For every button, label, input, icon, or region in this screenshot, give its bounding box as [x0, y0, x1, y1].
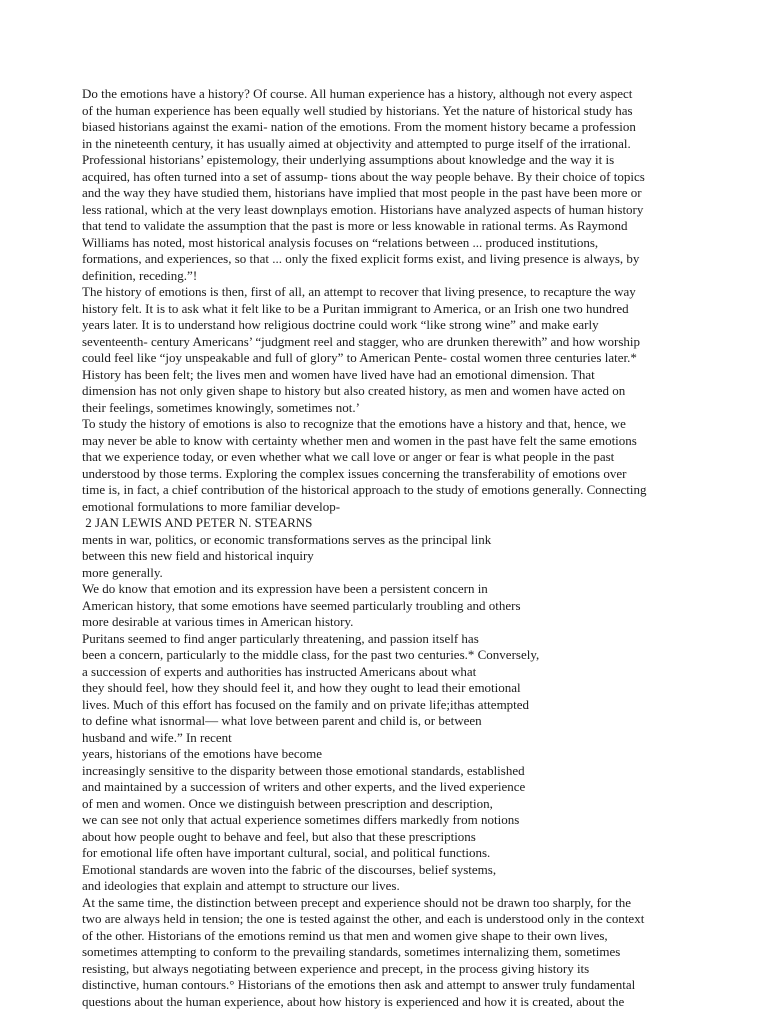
text-line: seventeenth- century Americans’ “judgment reel and stagger, who are drunken therewith” and how worship [82, 333, 641, 349]
text-line: emotional formulations to more familiar develop- [82, 498, 341, 514]
text-line: been a concern, particularly to the middle class, for the past two centuries.* Conversely, [82, 647, 540, 662]
text-line: for emotional life often have important cultural, social, and political functions. [82, 845, 491, 860]
text-line: lives. Much of this effort has focused on the family and on private life;ithas attempted [82, 696, 530, 712]
text-line: we can see not only that actual experience sometimes differs markedly from notions [82, 812, 520, 827]
text-line: History has been felt; the lives men and women have lived have had an emotional dimension. That [82, 366, 595, 382]
text-line: years later. It is to understand how religious doctrine could work “like strong wine” and make early [82, 317, 599, 332]
text-line: American history, that some emotions have seemed particularly troubling and others [82, 597, 521, 613]
text-line: of the other. Historians of the emotions remind us that men and women give shape to their own lives, [82, 927, 608, 943]
text-line: dimension has not only given shape to history but also created history, as men and women have acted on [82, 383, 626, 398]
text-line: could feel like “joy unspeakable and full of glory” to American Pente- costal women three centuries later.* [82, 350, 637, 365]
text-line: of men and women. Once we distinguish between prescription and description, [82, 795, 493, 811]
text-line: husband and wife.” In recent [82, 729, 232, 745]
text-line: definition, receding.”! [82, 267, 198, 283]
text-line: in the nineteenth century, it has usually aimed at objectivity and attempted to purge itself of the irrational. [82, 135, 631, 151]
text-line: ments in war, politics, or economic transformations serves as the principal link [82, 531, 492, 547]
text-line: that we experience today, or even whether what we call love or anger or fear is what people in the past [82, 449, 615, 464]
text-line: less rational, which at the very least downplays emotion. Historians have analyzed aspects of human history [82, 201, 644, 217]
text-line: a succession of experts and authorities has instructed Americans about what [82, 663, 477, 679]
text-line: years, historians of the emotions have become [82, 746, 323, 761]
text-line: sometimes attempting to conform to the prevailing standards, sometimes internalizing them, sometimes [82, 944, 621, 959]
text-line: and the way they have studied them, historians have implied that most people in the past have been more or [82, 185, 642, 200]
text-line: At the same time, the distinction between precept and experience should not be drawn too sharply, for the [82, 894, 631, 910]
text-line: formations, and experiences, so that ... only the fixed explicit forms exist, and living presence is always, by [82, 251, 640, 266]
text-line: history felt. It is to ask what it felt like to be a Puritan immigrant to America, or an Irish one two hundred [82, 300, 629, 316]
text-line: they should feel, how they should feel it, and how they ought to lead their emotional [82, 680, 521, 695]
text-line: 2 JAN LEWIS AND PETER N. STEARNS [82, 515, 313, 530]
text-line: to define what isnormal— what love between parent and child is, or between [82, 713, 482, 728]
text-line: Do the emotions have a history? Of course. All human experience has a history, although not every aspect [82, 86, 633, 101]
text-line: and ideologies that explain and attempt to structure our lives. [82, 878, 400, 893]
text-line: and maintained by a succession of writers and other experts, and the lived experience [82, 779, 526, 794]
text-line: their feelings, sometimes knowingly, sometimes not.’ [82, 399, 360, 415]
text-line: about how people ought to behave and feel, but also that these prescriptions [82, 828, 476, 844]
text-line: Puritans seemed to find anger particularly threatening, and passion itself has [82, 630, 479, 646]
text-line: Williams has noted, most historical analysis focuses on “relations between ... produced institutions, [82, 234, 599, 250]
text-line: that tend to validate the assumption that the past is more or less knowable in rational terms. As Raymond [82, 218, 628, 233]
text-line: resisting, but always negotiating between experience and precept, in the process giving history its [82, 960, 590, 976]
page-text-block [82, 86, 728, 1010]
text-line: acquired, has often turned into a set of assump- tions about the way people behave. By their choice of topics [82, 168, 645, 184]
text-line: We do know that emotion and its expression have been a persistent concern in [82, 581, 488, 596]
text-line: The history of emotions is then, first of all, an attempt to recover that living presence, to recapture the way [82, 284, 636, 299]
text-line: distinctive, human contours.° Historians of the emotions then ask and attempt to answer truly fundamental [82, 977, 636, 992]
text-line: understood by those terms. Exploring the complex issues concerning the transferability of emotions over [82, 465, 627, 481]
text-line: of the human experience has been equally well studied by historians. Yet the nature of historical study has [82, 102, 633, 118]
text-line: time is, in fact, a chief contribution of the historical approach to the study of emotions generally. Connecting [82, 482, 647, 497]
text-line: Emotional standards are woven into the fabric of the discourses, belief systems, [82, 861, 497, 877]
text-line: biased historians against the exami- nation of the emotions. From the moment history became a profession [82, 119, 636, 134]
text-line: more generally. [82, 564, 163, 580]
text-line: increasingly sensitive to the disparity between those emotional standards, established [82, 762, 525, 778]
text-line: more desirable at various times in American history. [82, 614, 354, 629]
text-line: between this new field and historical inquiry [82, 548, 314, 563]
text-line: To study the history of emotions is also to recognize that the emotions have a history and that, hence, we [82, 416, 626, 431]
text-line: questions about the human experience, about how history is experienced and how it is created, about the [82, 993, 625, 1009]
text-line: may never be able to know with certainty whether men and women in the past have felt the same emotions [82, 432, 637, 448]
text-line: Professional historians’ epistemology, their underlying assumptions about knowledge and the way it is [82, 152, 615, 167]
text-line: two are always held in tension; the one is tested against the other, and each is understood only in the context [82, 911, 645, 926]
